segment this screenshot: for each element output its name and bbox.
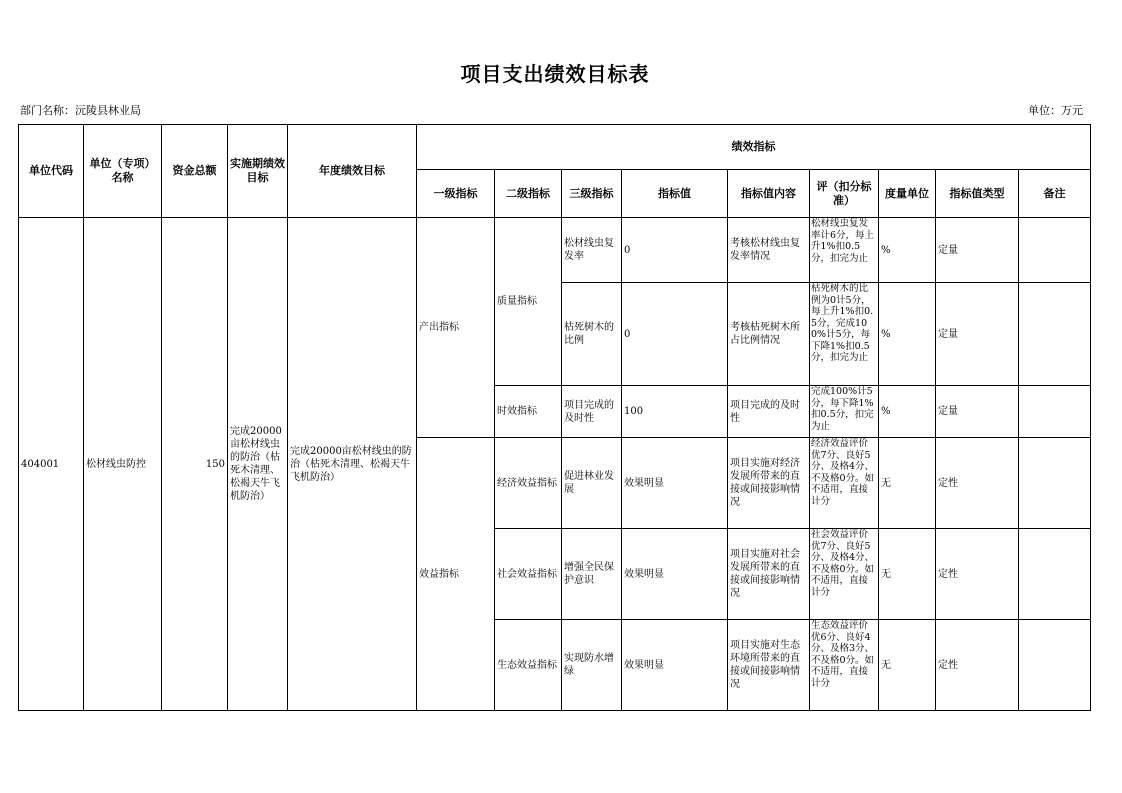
project-fund: 150 [162,218,228,711]
content-cell: 项目实施对社会发展所带来的直接或间接影响情况 [728,529,810,620]
performance-table [18,124,1091,711]
type-cell: 定性 [936,620,1019,711]
header-level2: 二级指标 [495,170,562,218]
unit-cell: 无 [879,438,936,529]
header-period-goal: 实施期绩效目标 [228,125,288,218]
group-social: 社会效益指标 [495,529,562,620]
standard-cell: 枯死树木的比例为0计5分，每上升1%扣0.5分，完成100%计5分，每下降1%扣0.5分，扣完为止 [810,283,879,386]
header-fund: 资金总额 [162,125,228,218]
header-level3: 三级指标 [562,170,622,218]
level3-cell: 增强全民保护意识 [562,529,622,620]
value-cell: 100 [622,386,728,438]
header-standard: 评（扣分标准） [810,170,879,218]
level3-cell: 实现防水增绿 [562,620,622,711]
content-cell: 项目实施对生态环境所带来的直接或间接影响情况 [728,620,810,711]
unit-cell: % [879,386,936,438]
unit-cell: % [879,283,936,386]
content-cell: 考核枯死树木所占比例情况 [728,283,810,386]
header-remark: 备注 [1019,170,1091,218]
header-value-type: 指标值类型 [936,170,1019,218]
type-cell: 定量 [936,283,1019,386]
header-content: 指标值内容 [728,170,810,218]
group-output: 产出指标 [417,218,495,438]
header-measure-unit: 度量单位 [879,170,936,218]
header-code: 单位代码 [19,125,84,218]
header-level1: 一级指标 [417,170,495,218]
standard-cell: 社会效益评价优7分、良好5分、及格4分、不及格0分。如不适用，直接计分 [810,529,879,620]
remark-cell [1019,438,1091,529]
standard-cell: 经济效益评价优7分、良好5分、及格4分、不及格0分。如不适用，直接计分 [810,438,879,529]
type-cell: 定性 [936,529,1019,620]
value-cell: 0 [622,218,728,283]
remark-cell [1019,529,1091,620]
header-annual-goal: 年度绩效目标 [288,125,417,218]
standard-cell: 生态效益评价优6分、良好4分、及格3分、不及格0分。如不适用，直接计分 [810,620,879,711]
standard-cell: 松材线虫复发率计6分，每上升1%扣0.5分，扣完为止 [810,218,879,283]
value-cell: 0 [622,283,728,386]
project-name: 松材线虫防控 [84,218,162,711]
project-period-goal: 完成20000亩松材线虫的防治（枯死木清理、松褐天牛飞机防治） [228,218,288,711]
unit-cell: 无 [879,620,936,711]
header-performance: 绩效指标 [417,125,1091,170]
remark-cell [1019,283,1091,386]
type-cell: 定性 [936,438,1019,529]
table-row [19,218,1091,283]
remark-cell [1019,620,1091,711]
project-annual-goal: 完成20000亩松材线虫的防治（枯死木清理、松褐天牛飞机防治） [288,218,417,711]
unit-cell: 无 [879,529,936,620]
content-cell: 项目完成的及时性 [728,386,810,438]
remark-cell [1019,386,1091,438]
content-cell: 项目实施对经济发展所带来的直接或间接影响情况 [728,438,810,529]
level3-cell: 松材线虫复发率 [562,218,622,283]
group-quality: 质量指标 [495,218,562,386]
level3-cell: 项目完成的及时性 [562,386,622,438]
remark-cell [1019,218,1091,283]
value-cell: 效果明显 [622,529,728,620]
unit-label: 单位：万元 [1028,104,1083,117]
page-title: 项目支出绩效目标表 [460,62,650,86]
project-code: 404001 [19,218,84,711]
header-name: 单位（专项）名称 [84,125,162,218]
header-value: 指标值 [622,170,728,218]
standard-cell: 完成100%计5分，每下降1%扣0.5分，扣完为止 [810,386,879,438]
group-timeliness: 时效指标 [495,386,562,438]
type-cell: 定量 [936,218,1019,283]
group-economic: 经济效益指标 [495,438,562,529]
level3-cell: 枯死树木的比例 [562,283,622,386]
content-cell: 考核松材线虫复发率情况 [728,218,810,283]
unit-cell: % [879,218,936,283]
group-ecological: 生态效益指标 [495,620,562,711]
department-label: 部门名称：沅陵县林业局 [20,104,141,117]
value-cell: 效果明显 [622,620,728,711]
group-benefit: 效益指标 [417,438,495,711]
type-cell: 定量 [936,386,1019,438]
value-cell: 效果明显 [622,438,728,529]
level3-cell: 促进林业发展 [562,438,622,529]
